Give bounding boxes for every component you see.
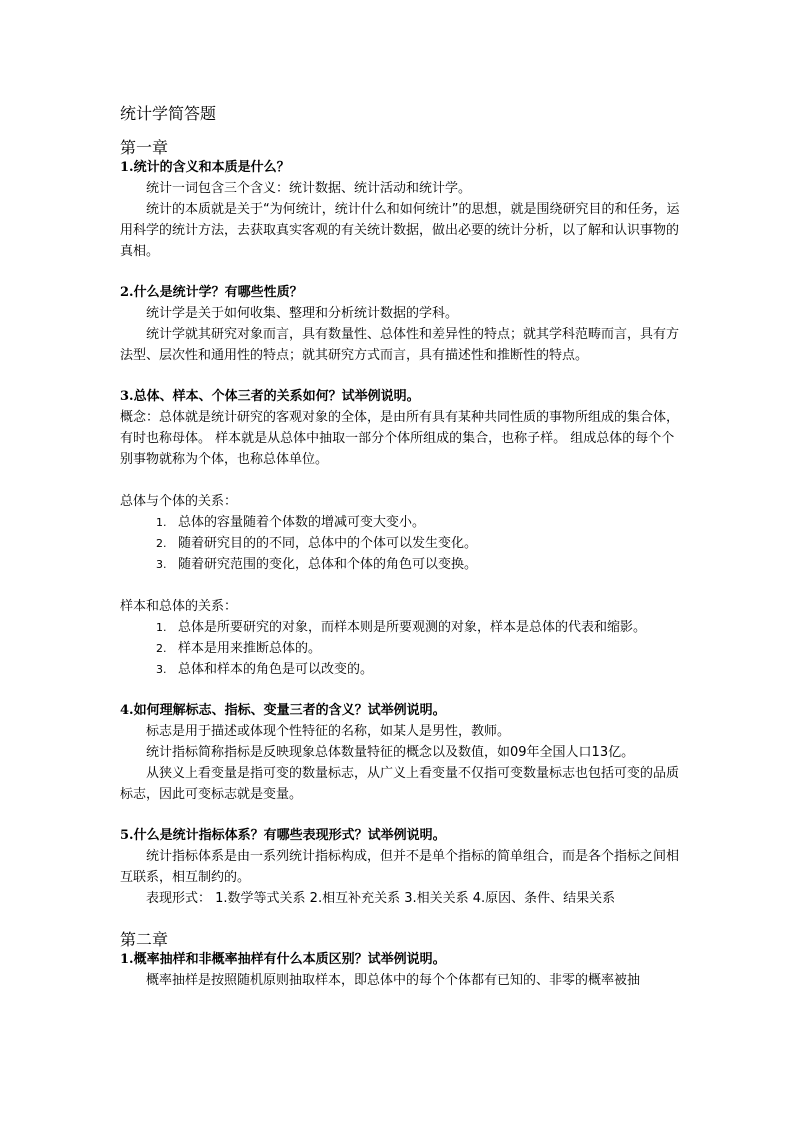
answer-paragraph: 概率抽样是按照随机原则抽取样本，即总体中的每个个体都有已知的、非零的概率被抽 [146, 973, 641, 988]
question-1-3: 3.总体、样本、个体三者的关系如何？试举例说明。 [120, 389, 420, 404]
chapter-1-heading: 第一章 [120, 138, 169, 157]
question-1-2: 2.什么是统计学？有哪些性质？ [120, 285, 303, 300]
list-item: 3. 总体和样本的角色是可以改变的。 [170, 659, 680, 680]
list-item: 2. 样本是用来推断总体的。 [170, 638, 680, 659]
question-2-1: 1.概率抽样和非概率抽样有什么本质区别？试举例说明。 [120, 952, 446, 967]
answer-paragraph: 统计指标简称指标是反映现象总体数量特征的概念以及数值，如09年全国人口13亿。 [146, 745, 635, 760]
answer-paragraph: 从狭义上看变量是指可变的数量标志，从广义上看变量不仅指可变数量标志也包括可变的品质标志，因此可变标志就是变量。 [120, 766, 680, 802]
question-1-1: 1.统计的含义和本质是什么？ [120, 160, 290, 175]
answer-paragraph: 统计一词包含三个含义：统计数据、统计活动和统计学。 [146, 181, 472, 196]
relation-list-1 [120, 512, 680, 575]
relation-list-2 [120, 617, 680, 680]
answer-paragraph: 统计学就其研究对象而言，具有数量性、总体性和差异性的特点；就其学科范畴而言，具有方法型、层次性和通用性的特点；就其研究方式而言，具有描述性和推断性的特点。 [120, 327, 680, 363]
document-title: 统计学简答题 [120, 104, 217, 123]
answer-paragraph: 表现形式： 1.数学等式关系 2.相互补充关系 3.相关关系 4.原因、条件、结果关系 [146, 891, 616, 906]
answer-paragraph: 统计学是关于如何收集、整理和分析统计数据的学科。 [146, 306, 459, 321]
concept-paragraph: 概念：总体就是统计研究的客观对象的全体，是由所有具有某种共同性质的事物所组成的集合体，有时也称母体。 样本就是从总体中抽取一部分个体所组成的集合，也称子样。 组成总体的每个个别事物就称为个体，也称总体单位。 [120, 410, 680, 467]
answer-paragraph: 标志是用于描述或体现个性特征的名称，如某人是男性，教师。 [146, 724, 511, 739]
question-1-4: 4.如何理解标志、指标、变量三者的含义？试举例说明。 [120, 703, 446, 718]
list-heading: 总体与个体的关系： [120, 494, 238, 509]
list-item: 1. 总体是所要研究的对象，而样本则是所要观测的对象，样本是总体的代表和缩影。 [170, 617, 680, 638]
answer-paragraph: 统计的本质就是关于“为何统计，统计什么和如何统计”的思想，就是围绕研究目的和任务，运用科学的统计方法，去获取真实客观的有关统计数据，做出必要的统计分析，以了解和认识事物的真相。 [120, 202, 680, 259]
list-item: 3. 随着研究范围的变化，总体和个体的角色可以变换。 [170, 554, 680, 575]
list-heading: 样本和总体的关系： [120, 599, 238, 614]
question-1-5: 5.什么是统计指标体系？有哪些表现形式？试举例说明。 [120, 828, 446, 843]
list-item: 1. 总体的容量随着个体数的增减可变大变小。 [170, 512, 680, 533]
answer-paragraph: 统计指标体系是由一系列统计指标构成，但并不是单个指标的简单组合，而是各个指标之间相互联系，相互制约的。 [120, 849, 680, 885]
document-page [120, 104, 680, 991]
list-item: 2. 随着研究目的的不同，总体中的个体可以发生变化。 [170, 533, 680, 554]
chapter-2-heading: 第二章 [120, 930, 169, 949]
